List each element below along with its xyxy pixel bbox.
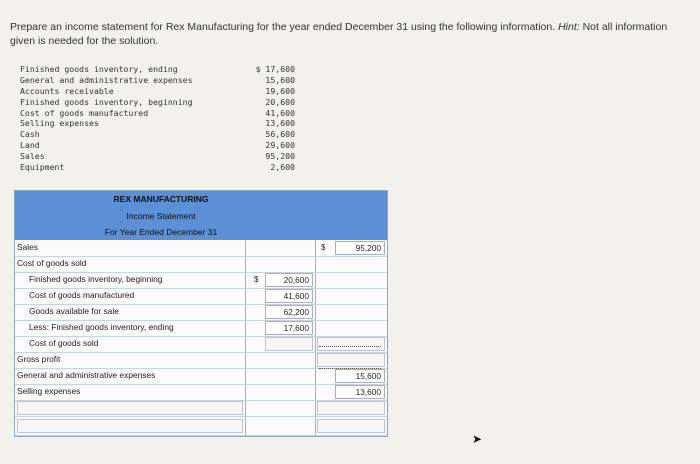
- gross-profit-field[interactable]: [317, 353, 385, 367]
- table-row: [15, 352, 387, 369]
- list-item: [20, 97, 295, 108]
- given-amount: 13,600: [265, 118, 295, 129]
- given-amount: 15,600: [265, 74, 295, 85]
- list-item: [20, 86, 295, 97]
- ga-expenses-label[interactable]: General and administrative expenses: [17, 370, 156, 380]
- given-label: Finished goods inventory, ending: [20, 64, 178, 74]
- table-row: [15, 336, 387, 353]
- dollar-sign: $: [254, 275, 259, 284]
- table-row: [15, 256, 387, 273]
- fg-end-label[interactable]: Less: Finished goods inventory, ending: [29, 322, 174, 332]
- company-name: REX MANUFACTURING: [113, 194, 209, 204]
- cogm-value-field[interactable]: 41,600: [265, 289, 313, 303]
- given-label: Cost of goods manufactured: [20, 107, 149, 118]
- given-label: Land: [20, 140, 40, 151]
- table-row: [15, 240, 387, 257]
- table-row: [15, 384, 387, 401]
- gross-profit-label[interactable]: Gross profit: [17, 354, 61, 364]
- ga-expenses-value-field[interactable]: 15,600: [335, 369, 385, 383]
- table-row: [15, 400, 387, 417]
- given-amount: 56,600: [265, 129, 295, 140]
- cogs-subtotal-field[interactable]: [265, 337, 313, 351]
- label-input-field[interactable]: [17, 419, 243, 433]
- given-amount: 20,600: [265, 96, 295, 107]
- table-row: [15, 288, 387, 305]
- list-item: [20, 162, 295, 173]
- cogs-header-label: Cost of goods sold: [17, 258, 87, 268]
- dotted-underline: [319, 346, 381, 348]
- given-amount: $ 17,600: [255, 64, 295, 74]
- given-label: Selling expenses: [20, 118, 99, 129]
- table-row: [15, 416, 387, 436]
- given-label: Cash: [20, 129, 40, 140]
- statement-period: For Year Ended December 31: [104, 227, 218, 237]
- list-item: [20, 108, 295, 119]
- cogs-label[interactable]: Cost of goods sold: [29, 338, 99, 348]
- selling-expenses-label[interactable]: Selling expenses: [17, 386, 81, 396]
- given-label: Finished goods inventory, beginning: [20, 96, 193, 107]
- sales-label[interactable]: Sales: [17, 242, 38, 252]
- given-amount: 41,600: [265, 107, 295, 118]
- list-item: [20, 118, 295, 129]
- hint-text: Not all information given is needed for the solution.: [10, 21, 668, 47]
- list-item: [20, 151, 295, 162]
- given-label: General and administrative expenses: [20, 74, 193, 85]
- hint-label: Hint:: [558, 21, 580, 33]
- given-information-list: [20, 64, 295, 173]
- table-row: [15, 304, 387, 321]
- fg-begin-value-field[interactable]: 20,600: [265, 273, 313, 287]
- list-item: [20, 140, 295, 151]
- statement-title: Income Statement: [126, 211, 196, 221]
- given-label: Equipment: [20, 162, 65, 173]
- label-input-field[interactable]: [17, 401, 243, 415]
- given-label: Accounts receivable: [20, 85, 114, 96]
- table-row: [15, 320, 387, 337]
- given-label: Sales: [20, 151, 45, 162]
- sales-value-field[interactable]: 95,200: [335, 241, 385, 255]
- dollar-sign: $: [321, 243, 326, 252]
- prompt-text: Prepare an income statement for Rex Manufacturing for the year ended December 31 using the following information.: [10, 21, 556, 33]
- fg-begin-label[interactable]: Finished goods inventory, beginning: [29, 274, 163, 284]
- list-item: [20, 64, 295, 75]
- list-item: [20, 75, 295, 86]
- gafs-value-field[interactable]: 62,200: [265, 305, 313, 319]
- cogm-label[interactable]: Cost of goods manufactured: [29, 290, 135, 300]
- problem-prompt: [10, 20, 690, 48]
- mouse-cursor-icon: ➤: [472, 432, 483, 446]
- table-row: [15, 368, 387, 385]
- statement-header: [15, 191, 387, 240]
- income-statement-form: [14, 190, 388, 437]
- fg-end-value-field[interactable]: 17,600: [265, 321, 313, 335]
- given-amount: 29,600: [265, 140, 295, 151]
- selling-expenses-value-field[interactable]: 13,600: [335, 385, 385, 399]
- cogs-total-field[interactable]: [317, 337, 385, 351]
- given-amount: 2,600: [270, 162, 295, 173]
- list-item: [20, 129, 295, 140]
- given-amount: 95,200: [265, 151, 295, 162]
- gafs-label[interactable]: Goods available for sale: [29, 306, 119, 316]
- value-input-field[interactable]: [317, 401, 385, 415]
- given-amount: 19,600: [265, 85, 295, 96]
- value-input-field[interactable]: [317, 419, 385, 433]
- table-row: [15, 272, 387, 289]
